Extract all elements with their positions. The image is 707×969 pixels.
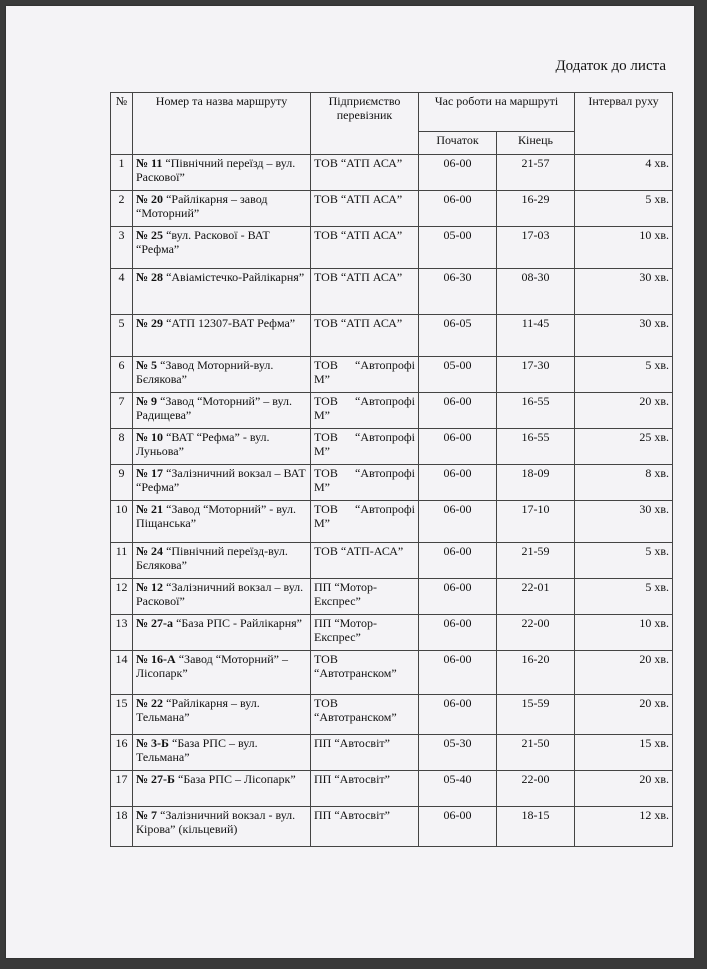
row-number: 2 (111, 191, 133, 227)
route-title: “Завод “Моторний” –Лісопарк” (136, 652, 288, 680)
carrier: ТОВ “АТП АСА” (311, 269, 419, 315)
interval: 12 хв. (575, 807, 673, 847)
interval: 10 хв. (575, 615, 673, 651)
end-time: 21-50 (497, 735, 575, 771)
table-row (111, 269, 673, 315)
start-time: 06-00 (419, 155, 497, 191)
start-time: 06-00 (419, 615, 497, 651)
carrier: ТОВ “АТП-АСА” (311, 543, 419, 579)
end-time: 16-20 (497, 651, 575, 695)
table-row (111, 735, 673, 771)
start-time: 06-30 (419, 269, 497, 315)
route-code: № 27-а (136, 616, 174, 630)
header-interval: Інтервал руху (575, 93, 673, 155)
route-code: № 17 (136, 466, 164, 480)
route-title: “Райлікарня – завод “Моторний” (136, 192, 268, 220)
header-route: Номер та назва маршруту (133, 93, 311, 155)
route-code: № 27-Б (136, 772, 175, 786)
end-time: 18-15 (497, 807, 575, 847)
route-code: № 29 (136, 316, 164, 330)
route-code: № 24 (136, 544, 164, 558)
row-number: 11 (111, 543, 133, 579)
interval: 20 хв. (575, 695, 673, 735)
table-row (111, 543, 673, 579)
row-number: 16 (111, 735, 133, 771)
end-time: 15-59 (497, 695, 575, 735)
route-name (133, 771, 311, 807)
route-title: “Північний переїзд – вул. Раскової” (136, 156, 296, 184)
route-code: № 10 (136, 430, 164, 444)
route-name (133, 615, 311, 651)
end-time: 17-30 (497, 357, 575, 393)
carrier: ПП “Мотор-Експрес” (311, 615, 419, 651)
row-number: 17 (111, 771, 133, 807)
end-time: 21-59 (497, 543, 575, 579)
row-number: 7 (111, 393, 133, 429)
route-code: № 20 (136, 192, 164, 206)
route-title: “База РПС – Лісопарк” (178, 772, 296, 786)
route-code: № 16-А (136, 652, 176, 666)
header-end: Кінець (497, 132, 575, 155)
row-number: 10 (111, 501, 133, 543)
end-time: 17-03 (497, 227, 575, 269)
end-time: 17-10 (497, 501, 575, 543)
end-time: 08-30 (497, 269, 575, 315)
carrier: ТОВ “Автотранском” (311, 695, 419, 735)
table-row (111, 393, 673, 429)
header-hours: Час роботи на маршруті (419, 93, 575, 132)
table-row (111, 651, 673, 695)
interval: 5 хв. (575, 543, 673, 579)
row-number: 6 (111, 357, 133, 393)
route-title: “База РПС - Райлікарня” (176, 616, 302, 630)
route-name (133, 315, 311, 357)
route-title: “Авіамістечко-Райлікарня” (166, 270, 305, 284)
interval: 20 хв. (575, 771, 673, 807)
route-name (133, 735, 311, 771)
end-time: 21-57 (497, 155, 575, 191)
route-title: “Залізничний вокзал – вул. Раскової” (136, 580, 304, 608)
row-number: 18 (111, 807, 133, 847)
carrier: ТОВ “АТП АСА” (311, 155, 419, 191)
row-number: 4 (111, 269, 133, 315)
route-title: “Залізничний вокзал - вул. Кірова” (кільцевий) (136, 808, 296, 836)
route-title: “Залізничний вокзал – ВАТ “Рефма” (136, 466, 306, 494)
route-name (133, 357, 311, 393)
route-title: “Завод “Моторний” – вул. Радищева” (136, 394, 293, 422)
route-name (133, 501, 311, 543)
interval: 30 хв. (575, 501, 673, 543)
carrier: ТОВ “Автопрофі М” (311, 357, 419, 393)
table-row (111, 191, 673, 227)
end-time: 22-01 (497, 579, 575, 615)
row-number: 12 (111, 579, 133, 615)
route-code: № 12 (136, 580, 164, 594)
end-time: 22-00 (497, 615, 575, 651)
route-name (133, 543, 311, 579)
route-name (133, 393, 311, 429)
interval: 20 хв. (575, 393, 673, 429)
route-title: “вул. Раскової - ВАТ “Рефма” (136, 228, 270, 256)
header-start: Початок (419, 132, 497, 155)
carrier: ТОВ “АТП АСА” (311, 315, 419, 357)
start-time: 06-05 (419, 315, 497, 357)
interval: 30 хв. (575, 315, 673, 357)
start-time: 05-30 (419, 735, 497, 771)
header-num: № (111, 93, 133, 155)
route-title: “АТП 12307-ВАТ Рефма” (166, 316, 296, 330)
table-row (111, 429, 673, 465)
start-time: 06-00 (419, 191, 497, 227)
end-time: 16-55 (497, 393, 575, 429)
route-name (133, 579, 311, 615)
table-row (111, 771, 673, 807)
interval: 5 хв. (575, 357, 673, 393)
end-time: 22-00 (497, 771, 575, 807)
route-title: “База РПС – вул. Тельмана” (136, 736, 258, 764)
table-row (111, 357, 673, 393)
carrier: ПП “Автосвіт” (311, 771, 419, 807)
route-code: № 11 (136, 156, 163, 170)
route-name (133, 227, 311, 269)
table-row (111, 465, 673, 501)
route-name (133, 465, 311, 501)
carrier: ПП “Автосвіт” (311, 735, 419, 771)
route-name (133, 651, 311, 695)
route-code: № 25 (136, 228, 164, 242)
row-number: 13 (111, 615, 133, 651)
route-code: № 28 (136, 270, 164, 284)
interval: 5 хв. (575, 191, 673, 227)
interval: 20 хв. (575, 651, 673, 695)
table-row (111, 315, 673, 357)
table-row (111, 615, 673, 651)
document-page (6, 6, 694, 958)
row-number: 14 (111, 651, 133, 695)
routes-table (110, 92, 673, 847)
carrier: ТОВ “АТП АСА” (311, 191, 419, 227)
interval: 15 хв. (575, 735, 673, 771)
interval: 4 хв. (575, 155, 673, 191)
interval: 8 хв. (575, 465, 673, 501)
route-title: “Північний переїзд-вул. Бєлякова” (136, 544, 288, 572)
route-title: “Завод “Моторний” - вул. Піщанська” (136, 502, 296, 530)
route-code: № 5 (136, 358, 158, 372)
end-time: 16-55 (497, 429, 575, 465)
carrier: ПП “Мотор-Експрес” (311, 579, 419, 615)
start-time: 06-00 (419, 543, 497, 579)
route-code: № 9 (136, 394, 158, 408)
row-number: 8 (111, 429, 133, 465)
carrier: ТОВ “Автопрофі М” (311, 393, 419, 429)
route-title: “Завод Моторний-вул. Бєлякова” (136, 358, 274, 386)
route-name (133, 807, 311, 847)
route-name (133, 429, 311, 465)
table-row (111, 695, 673, 735)
start-time: 05-40 (419, 771, 497, 807)
start-time: 06-00 (419, 393, 497, 429)
start-time: 06-00 (419, 695, 497, 735)
header-carrier: Підприємство перевізник (311, 93, 419, 155)
table-row (111, 579, 673, 615)
table-row (111, 227, 673, 269)
start-time: 06-00 (419, 501, 497, 543)
interval: 25 хв. (575, 429, 673, 465)
table-row (111, 155, 673, 191)
route-name (133, 695, 311, 735)
route-code: № 3-Б (136, 736, 169, 750)
start-time: 06-00 (419, 465, 497, 501)
carrier: ТОВ “Автопрофі М” (311, 429, 419, 465)
route-code: № 21 (136, 502, 164, 516)
route-name (133, 191, 311, 227)
route-title: “ВАТ “Рефма” - вул. Луньова” (136, 430, 270, 458)
route-name (133, 269, 311, 315)
route-name (133, 155, 311, 191)
interval: 30 хв. (575, 269, 673, 315)
start-time: 05-00 (419, 227, 497, 269)
row-number: 3 (111, 227, 133, 269)
routes-table-body (111, 155, 673, 847)
route-code: № 22 (136, 696, 164, 710)
end-time: 11-45 (497, 315, 575, 357)
row-number: 5 (111, 315, 133, 357)
start-time: 06-00 (419, 579, 497, 615)
document-heading: Додаток до листа (555, 58, 666, 74)
carrier: ТОВ “Автопрофі М” (311, 501, 419, 543)
interval: 5 хв. (575, 579, 673, 615)
start-time: 06-00 (419, 807, 497, 847)
row-number: 9 (111, 465, 133, 501)
interval: 10 хв. (575, 227, 673, 269)
end-time: 16-29 (497, 191, 575, 227)
start-time: 05-00 (419, 357, 497, 393)
table-row (111, 807, 673, 847)
carrier: ТОВ “АТП АСА” (311, 227, 419, 269)
end-time: 18-09 (497, 465, 575, 501)
route-title: “Райлікарня – вул. Тельмана” (136, 696, 260, 724)
carrier: ТОВ “Автотранском” (311, 651, 419, 695)
row-number: 15 (111, 695, 133, 735)
row-number: 1 (111, 155, 133, 191)
start-time: 06-00 (419, 429, 497, 465)
carrier: ТОВ “Автопрофі М” (311, 465, 419, 501)
table-row (111, 501, 673, 543)
start-time: 06-00 (419, 651, 497, 695)
route-code: № 7 (136, 808, 158, 822)
carrier: ПП “Автосвіт” (311, 807, 419, 847)
table-header-row (111, 93, 673, 132)
